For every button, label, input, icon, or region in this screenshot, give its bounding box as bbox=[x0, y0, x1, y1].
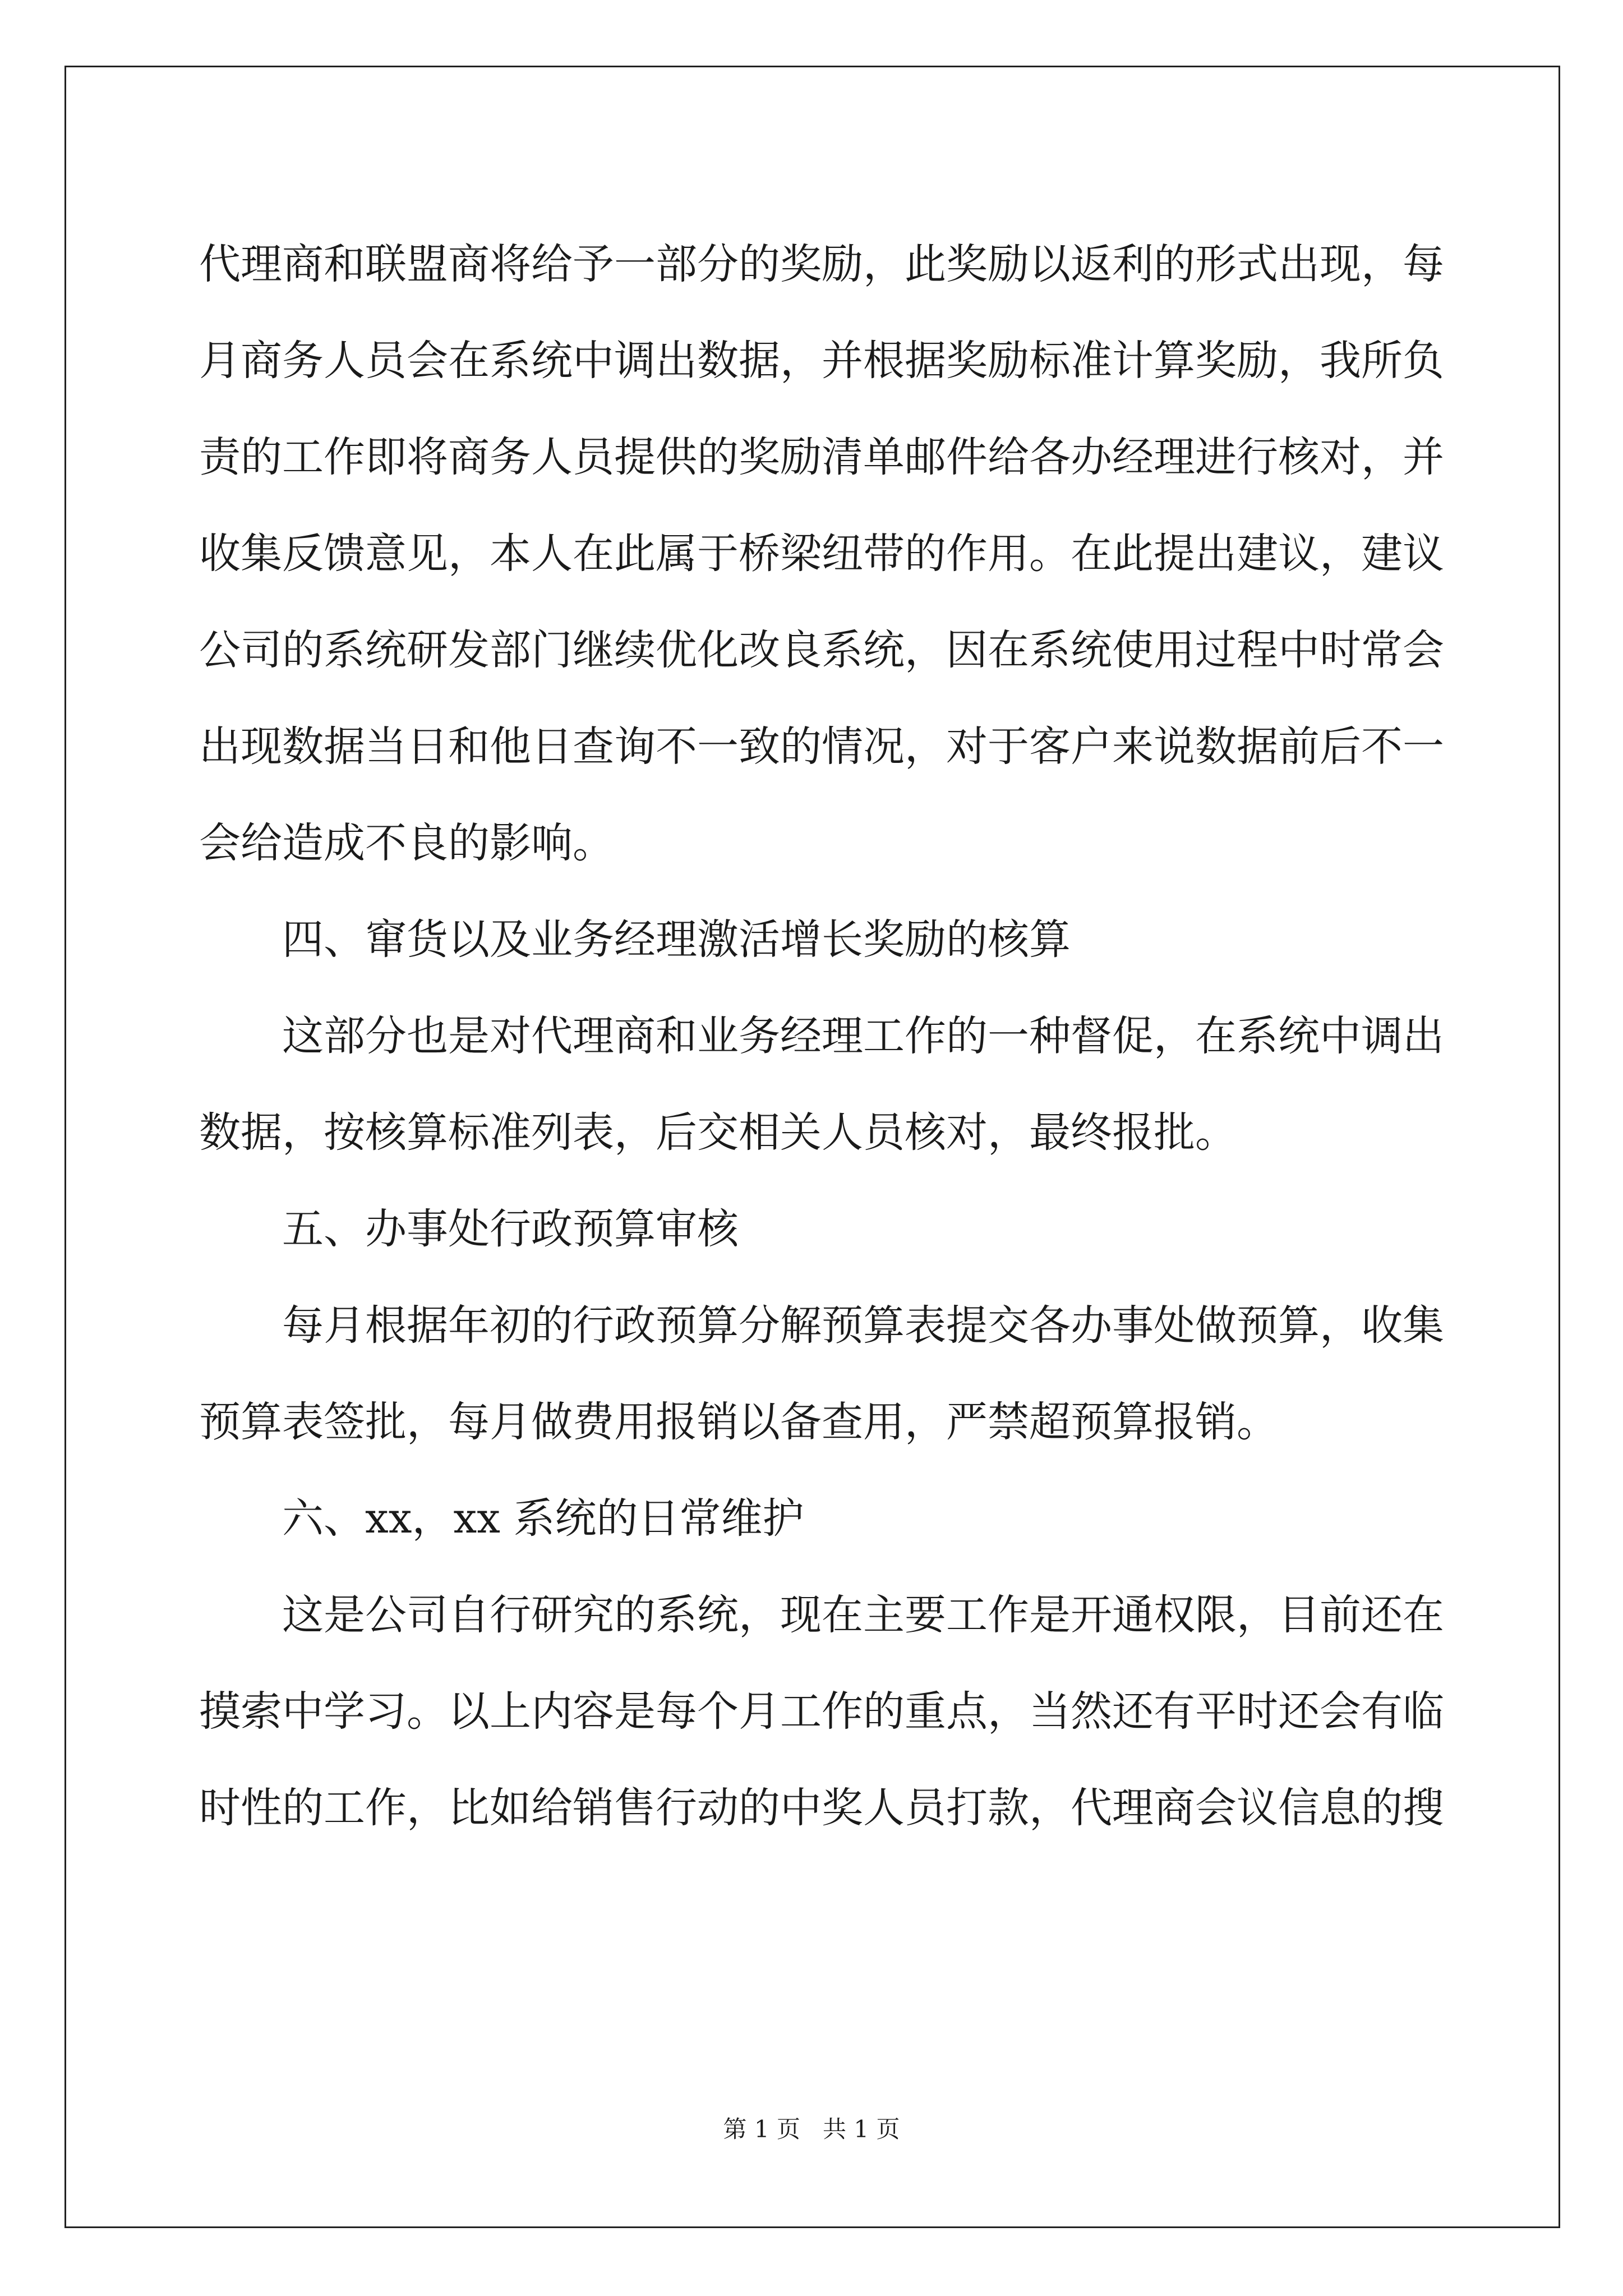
paragraph-line: 月商务人员会在系统中调出数据，并根据奖励标准计算奖励，我所负 bbox=[199, 337, 1444, 385]
paragraph-line: 出现数据当日和他日查询不一致的情况，对于客户来说数据前后不一 bbox=[199, 723, 1444, 771]
page-number-footer: 第 1 页 共 1 页 bbox=[723, 2115, 900, 2143]
paragraph-line: 代理商和联盟商将给予一部分的奖励，此奖励以返利的形式出现，每 bbox=[199, 240, 1444, 288]
section-heading: 四、窜货以及业务经理激活增长奖励的核算 bbox=[282, 915, 1071, 964]
paragraph-line: 这是公司自行研究的系统，现在主要工作是开通权限，目前还在 bbox=[282, 1591, 1444, 1639]
paragraph-line: 责的工作即将商务人员提供的奖励清单邮件给各办经理进行核对，并 bbox=[199, 433, 1444, 481]
document-body bbox=[199, 216, 1444, 1856]
paragraph-line: 数据，按核算标准列表，后交相关人员核对，最终报批。 bbox=[199, 1108, 1237, 1157]
section-heading: 六、xx，xx 系统的日常维护 bbox=[282, 1494, 804, 1543]
section-heading: 五、办事处行政预算审核 bbox=[282, 1205, 739, 1253]
paragraph-line: 会给造成不良的影响。 bbox=[199, 819, 614, 867]
paragraph-line: 预算表签批，每月做费用报销以备查用，严禁超预算报销。 bbox=[199, 1398, 1278, 1446]
paragraph-line: 收集反馈意见，本人在此属于桥梁纽带的作用。在此提出建议，建议 bbox=[199, 530, 1444, 578]
paragraph-line: 这部分也是对代理商和业务经理工作的一种督促，在系统中调出 bbox=[282, 1012, 1444, 1060]
paragraph-line: 摸索中学习。以上内容是每个月工作的重点，当然还有平时还会有临 bbox=[199, 1687, 1444, 1736]
paragraph-line: 每月根据年初的行政预算分解预算表提交各办事处做预算，收集 bbox=[282, 1301, 1444, 1350]
paragraph-line: 公司的系统研发部门继续优化改良系统，因在系统使用过程中时常会 bbox=[199, 626, 1444, 674]
paragraph-line: 时性的工作，比如给销售行动的中奖人员打款，代理商会议信息的搜 bbox=[199, 1784, 1444, 1832]
